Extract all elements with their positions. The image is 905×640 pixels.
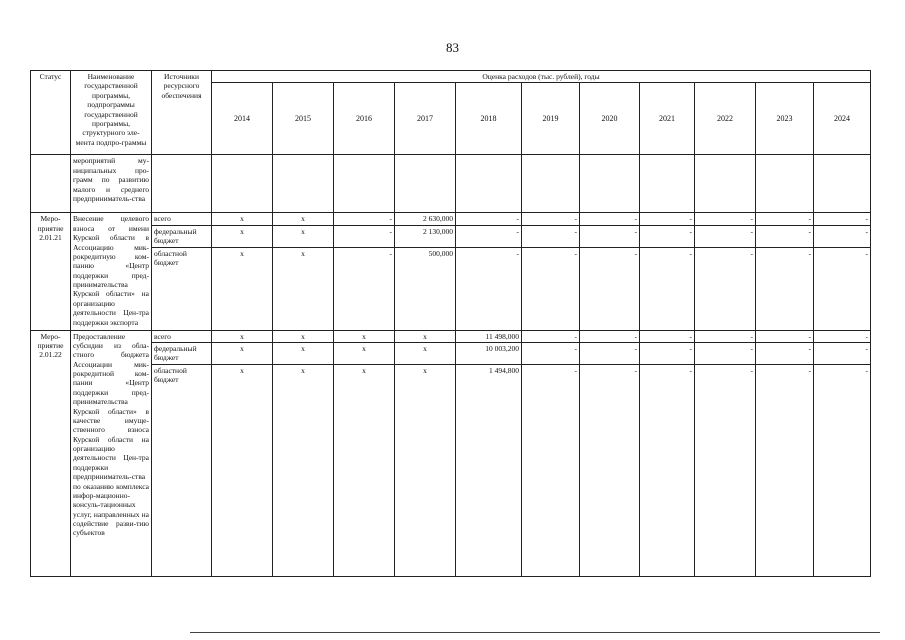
value-cell-2024: - <box>814 247 871 330</box>
measure-status: Меро-приятие 2.01.21 <box>31 213 71 330</box>
value-cell-2021: - <box>640 364 695 576</box>
budget-table <box>30 70 871 577</box>
value-cell-2018: - <box>456 225 522 247</box>
value-cell-2023: - <box>756 364 814 576</box>
value-cell-2021: - <box>640 330 695 342</box>
value-cell-2022: - <box>695 330 756 342</box>
value-cell-2024: - <box>814 364 871 576</box>
year-header-2023: 2023 <box>756 83 814 155</box>
year-header-2019: 2019 <box>522 83 580 155</box>
value-cell-2023: - <box>756 225 814 247</box>
value-cell-2018: 11 498,000 <box>456 330 522 342</box>
value-cell-2024: - <box>814 330 871 342</box>
value-cell-2018: 1 494,800 <box>456 364 522 576</box>
value-cell-2017: х <box>395 364 456 576</box>
year-header-2016: 2016 <box>334 83 395 155</box>
header-status: Статус <box>31 71 71 155</box>
value-cell-2017: 2 130,000 <box>395 225 456 247</box>
measure-status: Меро-приятие 2.01.22 <box>31 330 71 576</box>
continuation-source <box>152 155 212 213</box>
value-cell-2022: - <box>695 213 756 225</box>
value-cell-2021: - <box>640 342 695 364</box>
page-number: 83 <box>446 40 459 55</box>
year-header-2018: 2018 <box>456 83 522 155</box>
header-estimate: Оценка расходов (тыс. рублей), годы <box>212 71 871 83</box>
year-header-2021: 2021 <box>640 83 695 155</box>
funding-source: областной бюджет <box>152 364 212 576</box>
value-cell-2018: - <box>456 213 522 225</box>
value-cell-2015: х <box>273 213 334 225</box>
year-header-2024: 2024 <box>814 83 871 155</box>
value-cell-2021: - <box>640 247 695 330</box>
value-cell-2014: х <box>212 213 273 225</box>
value-cell-2014: х <box>212 342 273 364</box>
continuation-status <box>31 155 71 213</box>
year-header-2017: 2017 <box>395 83 456 155</box>
value-cell-2016: х <box>334 364 395 576</box>
value-cell-2017: 2 630,000 <box>395 213 456 225</box>
value-cell-2016: - <box>334 225 395 247</box>
value-cell-2015: х <box>273 247 334 330</box>
value-cell-2023: - <box>756 213 814 225</box>
cont-2015 <box>273 155 334 213</box>
value-cell-2017: х <box>395 342 456 364</box>
value-cell-2016: - <box>334 213 395 225</box>
funding-source: всего <box>152 213 212 225</box>
value-cell-2017: х <box>395 330 456 342</box>
value-cell-2018: - <box>456 247 522 330</box>
value-cell-2017: 500,000 <box>395 247 456 330</box>
value-cell-2020: - <box>580 225 640 247</box>
value-cell-2020: - <box>580 342 640 364</box>
value-cell-2015: х <box>273 330 334 342</box>
value-cell-2019: - <box>522 364 580 576</box>
funding-source: областной бюджет <box>152 247 212 330</box>
value-cell-2014: х <box>212 364 273 576</box>
value-cell-2024: - <box>814 225 871 247</box>
value-cell-2015: х <box>273 225 334 247</box>
continuation-text: мероприятий му-ниципальных про-грамм по развитию малого и среднего предприниматель-ства <box>71 155 152 213</box>
cont-2016 <box>334 155 395 213</box>
funding-source: федеральный бюджет <box>152 225 212 247</box>
cont-2022 <box>695 155 756 213</box>
value-cell-2022: - <box>695 225 756 247</box>
value-cell-2018: 10 003,200 <box>456 342 522 364</box>
value-cell-2016: - <box>334 247 395 330</box>
value-cell-2019: - <box>522 342 580 364</box>
value-cell-2020: - <box>580 364 640 576</box>
value-cell-2020: - <box>580 213 640 225</box>
cont-2017 <box>395 155 456 213</box>
funding-source: федеральный бюджет <box>152 342 212 364</box>
value-cell-2023: - <box>756 247 814 330</box>
value-cell-2022: - <box>695 342 756 364</box>
funding-source: всего <box>152 330 212 342</box>
footer-rule <box>190 632 880 633</box>
value-cell-2019: - <box>522 247 580 330</box>
value-cell-2023: - <box>756 330 814 342</box>
value-cell-2019: - <box>522 225 580 247</box>
cont-2021 <box>640 155 695 213</box>
year-header-2022: 2022 <box>695 83 756 155</box>
value-cell-2022: - <box>695 247 756 330</box>
value-cell-2014: х <box>212 225 273 247</box>
value-cell-2024: - <box>814 213 871 225</box>
year-header-2014: 2014 <box>212 83 273 155</box>
cont-2024 <box>814 155 871 213</box>
header-name: Наименование государственной программы, подпрограммы государственной программы, структурного эле-мента подпро-граммы <box>71 71 152 155</box>
measure-name: Предоставление субсидии из обла-стного бюджета Ассоциации мик-рокредитной ком-пании «Центр поддержки пред-принимательства Курской области» в качестве имуще-ственного взноса Курской области на организацию деятельности Цен-тра поддержки предприниматель-ства по оказанию комплекса инфор-мационно-консуль-тационных услуг, направленных на содействие разви-тию субъектов <box>71 330 152 576</box>
value-cell-2019: - <box>522 213 580 225</box>
value-cell-2023: - <box>756 342 814 364</box>
cont-2018 <box>456 155 522 213</box>
value-cell-2014: х <box>212 330 273 342</box>
value-cell-2019: - <box>522 330 580 342</box>
value-cell-2015: х <box>273 342 334 364</box>
value-cell-2024: - <box>814 342 871 364</box>
year-header-2015: 2015 <box>273 83 334 155</box>
value-cell-2020: - <box>580 330 640 342</box>
value-cell-2015: х <box>273 364 334 576</box>
year-header-2020: 2020 <box>580 83 640 155</box>
value-cell-2022: - <box>695 364 756 576</box>
measure-name: Внесение целевого взноса от имени Курской области в Ассоциацию мик-рокредитную ком-панию «Центр поддержки пред-принимательства Курской области» на организацию деятельности Цен-тра поддержки экспорта <box>71 213 152 330</box>
cont-2019 <box>522 155 580 213</box>
header-sources: Источники ресурсного обеспечения <box>152 71 212 155</box>
cont-2014 <box>212 155 273 213</box>
value-cell-2021: - <box>640 213 695 225</box>
value-cell-2021: - <box>640 225 695 247</box>
value-cell-2016: х <box>334 342 395 364</box>
value-cell-2016: х <box>334 330 395 342</box>
cont-2020 <box>580 155 640 213</box>
value-cell-2020: - <box>580 247 640 330</box>
value-cell-2014: х <box>212 247 273 330</box>
cont-2023 <box>756 155 814 213</box>
